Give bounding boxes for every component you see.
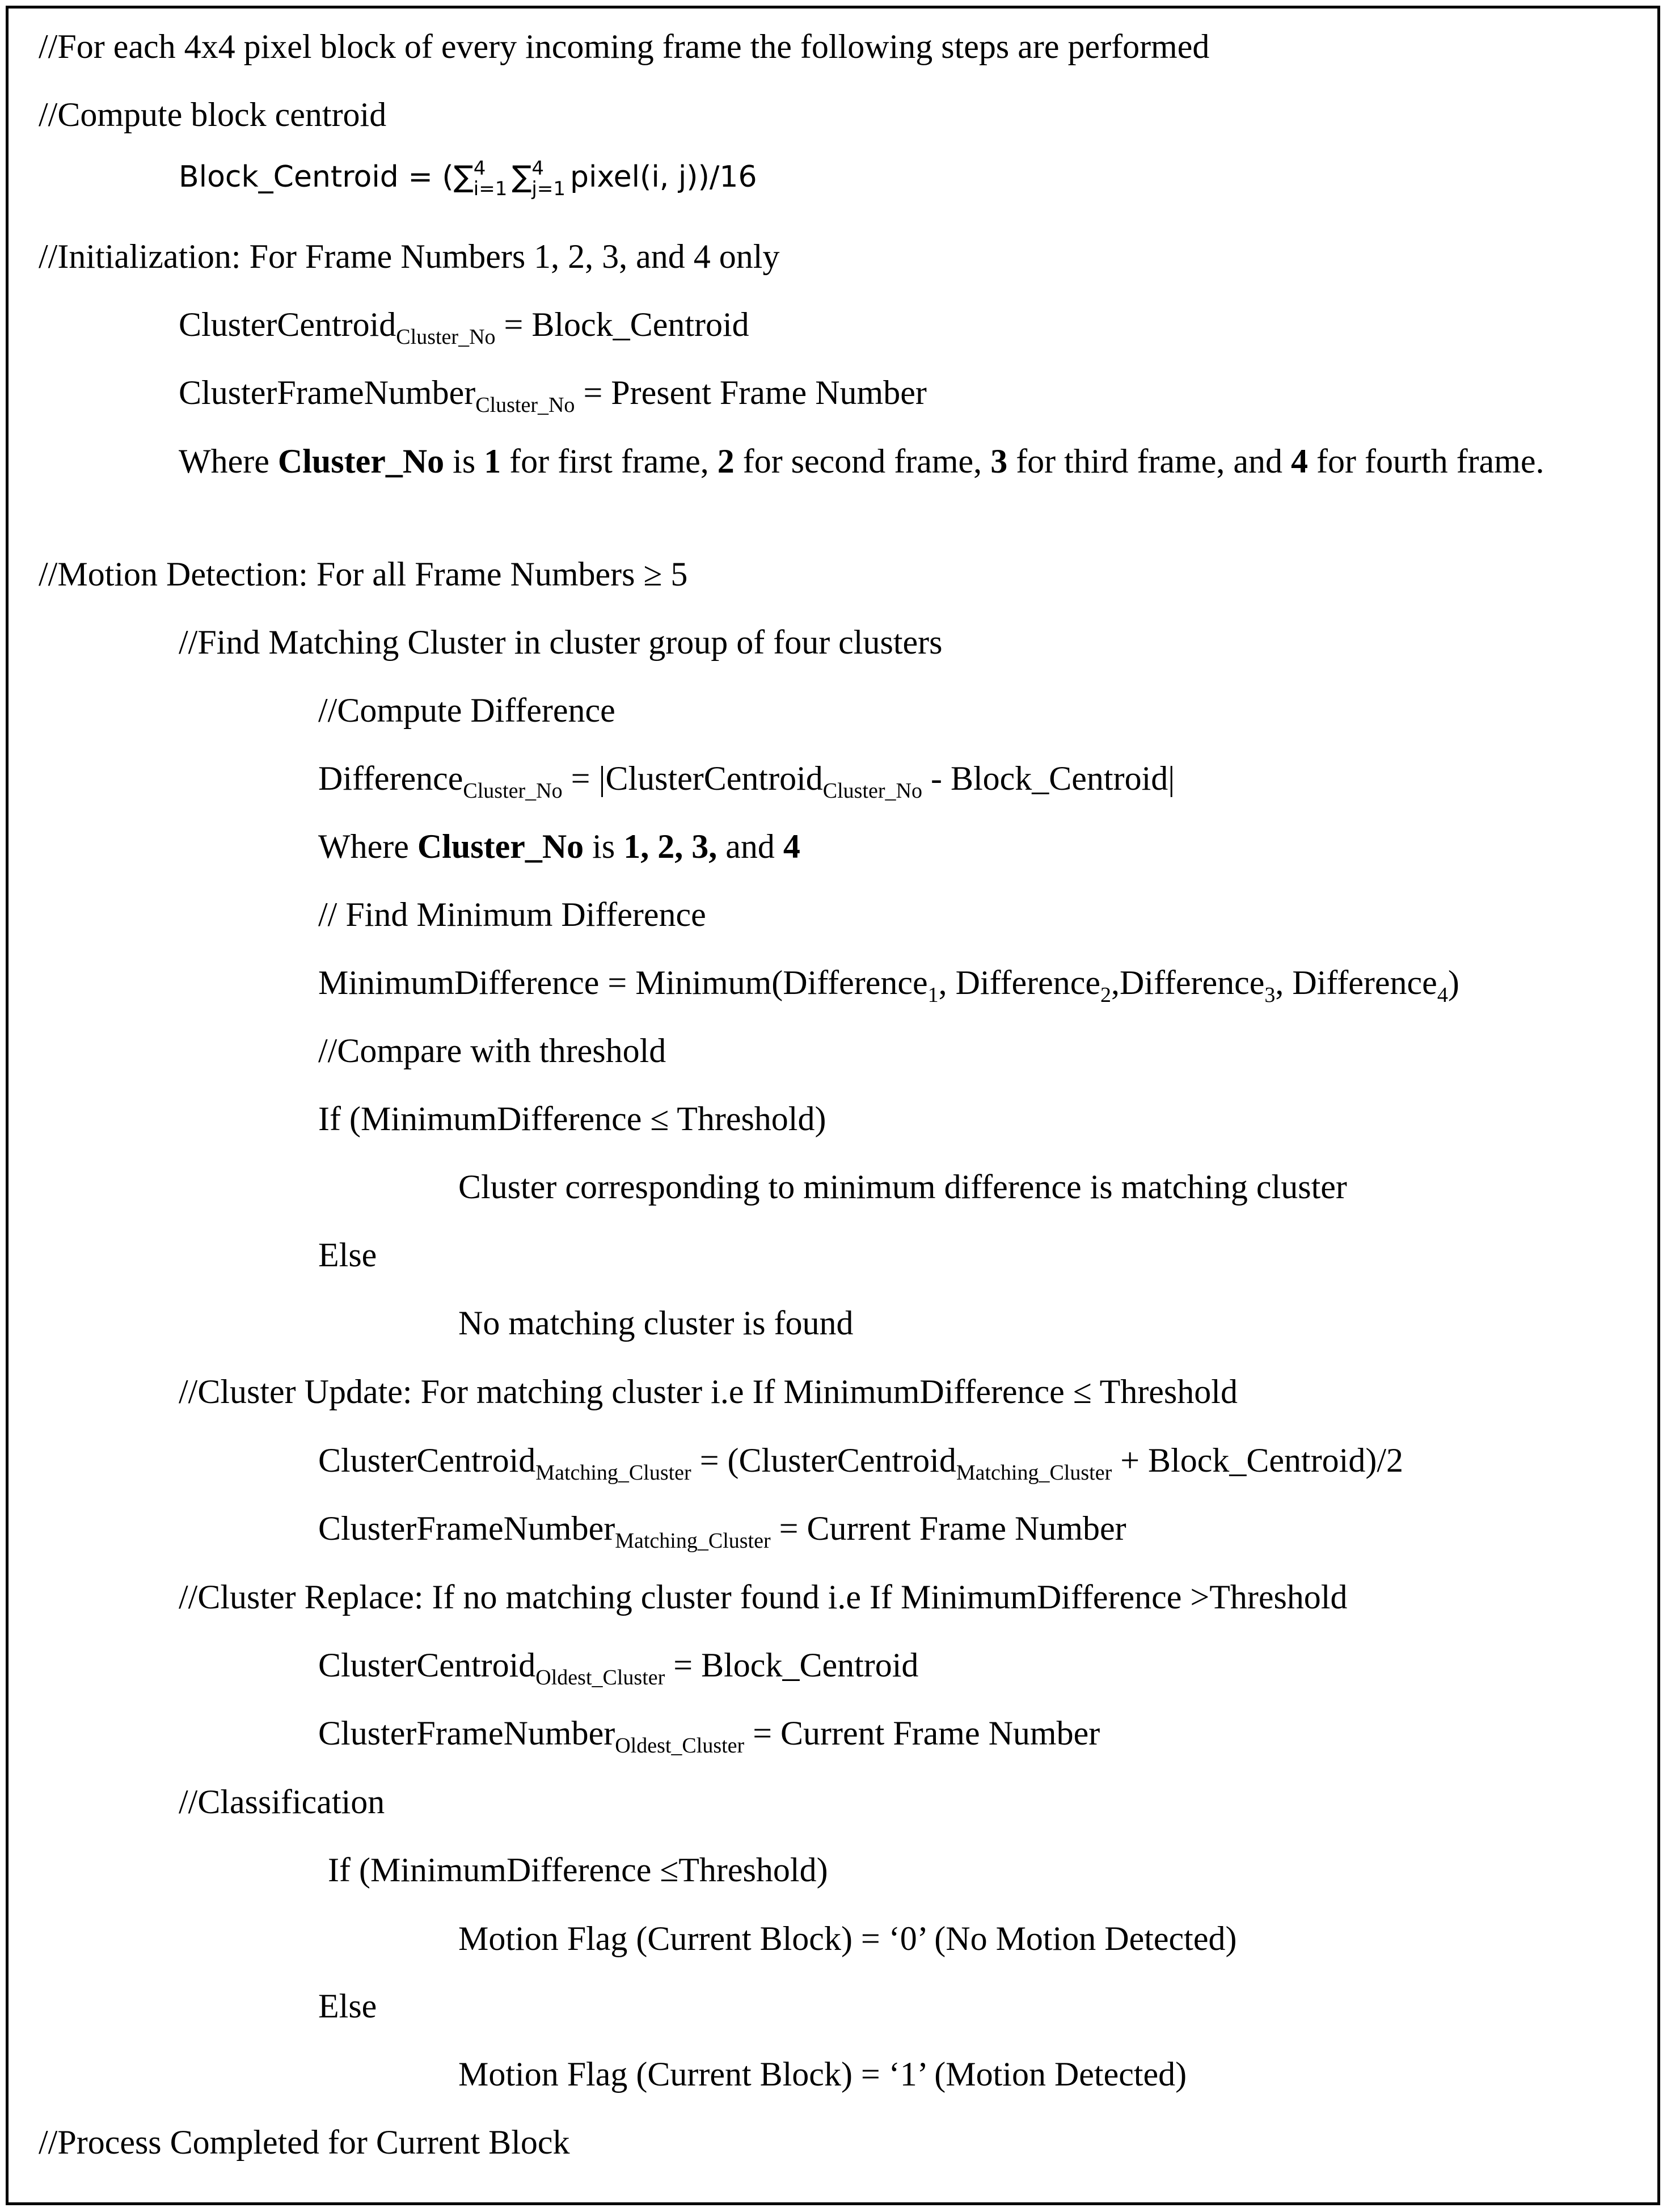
text: for second frame,: [734, 443, 991, 480]
assignment: = Current Frame Number: [770, 1510, 1126, 1547]
expression: + Block_Centroid)/2: [1112, 1442, 1403, 1479]
expression: = |ClusterCentroid: [562, 760, 823, 797]
comment-for-each-block: //For each 4x4 pixel block of every incoming frame the following steps are performed: [39, 28, 1210, 65]
bold-text: 3: [990, 443, 1008, 480]
init-cluster-centroid: [179, 304, 749, 357]
text: is: [444, 443, 484, 480]
comment-find-matching-cluster: //Find Matching Cluster in cluster group of four clusters: [179, 623, 943, 661]
replace-frame-number: [318, 1713, 1100, 1766]
subscript: Cluster_No: [822, 779, 922, 803]
text: and: [717, 828, 783, 865]
no-motion-flag: Motion Flag (Current Block) = ‘0’ (No Motion Detected): [458, 1920, 1237, 1957]
else-keyword: Else: [318, 1236, 377, 1274]
sum-upper-limit: 4: [531, 157, 545, 180]
matching-cluster-statement: Cluster corresponding to minimum difference is matching cluster: [458, 1168, 1347, 1206]
variable-name: ClusterCentroid: [318, 1442, 536, 1479]
subscript: Oldest_Cluster: [615, 1734, 745, 1758]
bold-text: Cluster_No: [277, 443, 445, 480]
expression: - Block_Centroid|: [922, 760, 1175, 797]
bold-text: 2: [717, 443, 735, 480]
variable-name: ClusterCentroid: [179, 306, 396, 343]
variable-name: Difference: [318, 760, 463, 797]
comment-find-minimum: // Find Minimum Difference: [318, 896, 706, 933]
sum-symbol: ∑: [453, 160, 474, 194]
assignment: = Present Frame Number: [575, 374, 927, 411]
expression: , Difference: [938, 964, 1101, 1001]
subscript: 4: [1437, 983, 1448, 1007]
bold-text: 4: [1291, 443, 1308, 480]
sum-lower-limit: i=1: [473, 178, 508, 200]
if-threshold: If (MinimumDifference ≤ Threshold): [318, 1100, 826, 1137]
subscript: Oldest_Cluster: [535, 1666, 665, 1689]
assignment: = Block_Centroid: [665, 1646, 919, 1684]
variable-name: ClusterFrameNumber: [318, 1510, 615, 1547]
text: for first frame,: [501, 443, 718, 480]
subscript: 2: [1100, 983, 1112, 1007]
bold-text: 1, 2, 3,: [623, 828, 718, 865]
comment-initialization: //Initialization: For Frame Numbers 1, 2, 3, and 4 only: [39, 238, 780, 275]
difference-formula: [318, 758, 1175, 811]
sum-limits-j: [531, 158, 565, 199]
comment-compute-difference: //Compute Difference: [318, 692, 615, 729]
comment-cluster-update: //Cluster Update: For matching cluster i.e If MinimumDifference ≤ Threshold: [179, 1373, 1238, 1410]
else-keyword: Else: [318, 1987, 377, 2025]
variable-name: ClusterFrameNumber: [179, 374, 476, 411]
block-centroid-formula: [179, 157, 757, 199]
expression: ): [1447, 964, 1459, 1001]
difference-where-clause: [318, 826, 800, 867]
comment-compute-centroid: //Compute block centroid: [39, 96, 387, 133]
text: Where: [179, 443, 278, 480]
comment-classification: //Classification: [179, 1783, 385, 1821]
expression: ,Difference: [1111, 964, 1265, 1001]
subscript: Cluster_No: [396, 325, 496, 349]
bold-text: 1: [484, 443, 501, 480]
text: is: [584, 828, 624, 865]
subscript: Matching_Cluster: [956, 1461, 1112, 1485]
init-where-clause: [179, 439, 1631, 483]
subscript: Cluster_No: [463, 779, 563, 803]
sum-symbol: ∑: [512, 160, 532, 194]
text: for fourth frame.: [1308, 443, 1544, 480]
comment-motion-detection: //Motion Detection: For all Frame Numbers ≥ 5: [39, 555, 688, 593]
comment-process-completed: //Process Completed for Current Block: [39, 2123, 570, 2161]
update-frame-number: [318, 1508, 1126, 1561]
subscript: Matching_Cluster: [535, 1461, 691, 1485]
formula-rhs: pixel(i, j))/16: [569, 160, 757, 194]
variable-name: ClusterFrameNumber: [318, 1714, 615, 1752]
subscript: Matching_Cluster: [615, 1529, 771, 1553]
init-cluster-frame-number: [179, 372, 927, 425]
assignment: = Block_Centroid: [495, 306, 749, 343]
sum-lower-limit: j=1: [531, 178, 565, 200]
minimum-difference-formula: [318, 962, 1459, 1016]
if-classification: If (MinimumDifference ≤Threshold): [328, 1851, 828, 1889]
comment-compare-threshold: //Compare with threshold: [318, 1032, 666, 1069]
subscript: Cluster_No: [475, 393, 575, 417]
replace-centroid: [318, 1645, 918, 1698]
bold-text: 4: [783, 828, 800, 865]
expression: MinimumDifference = Minimum(Difference: [318, 964, 928, 1001]
update-centroid-formula: [318, 1440, 1403, 1493]
sum-limits-i: [474, 158, 508, 199]
formula-lhs: Block_Centroid = (: [179, 160, 454, 194]
expression: , Difference: [1275, 964, 1437, 1001]
text: for third frame, and: [1007, 443, 1291, 480]
text: Where: [318, 828, 417, 865]
no-match-statement: No matching cluster is found: [458, 1304, 854, 1342]
variable-name: ClusterCentroid: [318, 1646, 536, 1684]
subscript: 3: [1264, 983, 1276, 1007]
motion-flag: Motion Flag (Current Block) = ‘1’ (Motion Detected): [458, 2055, 1187, 2093]
assignment: = Current Frame Number: [744, 1714, 1100, 1752]
bold-text: Cluster_No: [417, 828, 584, 865]
sum-upper-limit: 4: [473, 157, 486, 180]
subscript: 1: [927, 983, 939, 1007]
comment-cluster-replace: //Cluster Replace: If no matching cluster found i.e If MinimumDifference >Threshold: [179, 1578, 1348, 1616]
expression: = (ClusterCentroid: [691, 1442, 956, 1479]
